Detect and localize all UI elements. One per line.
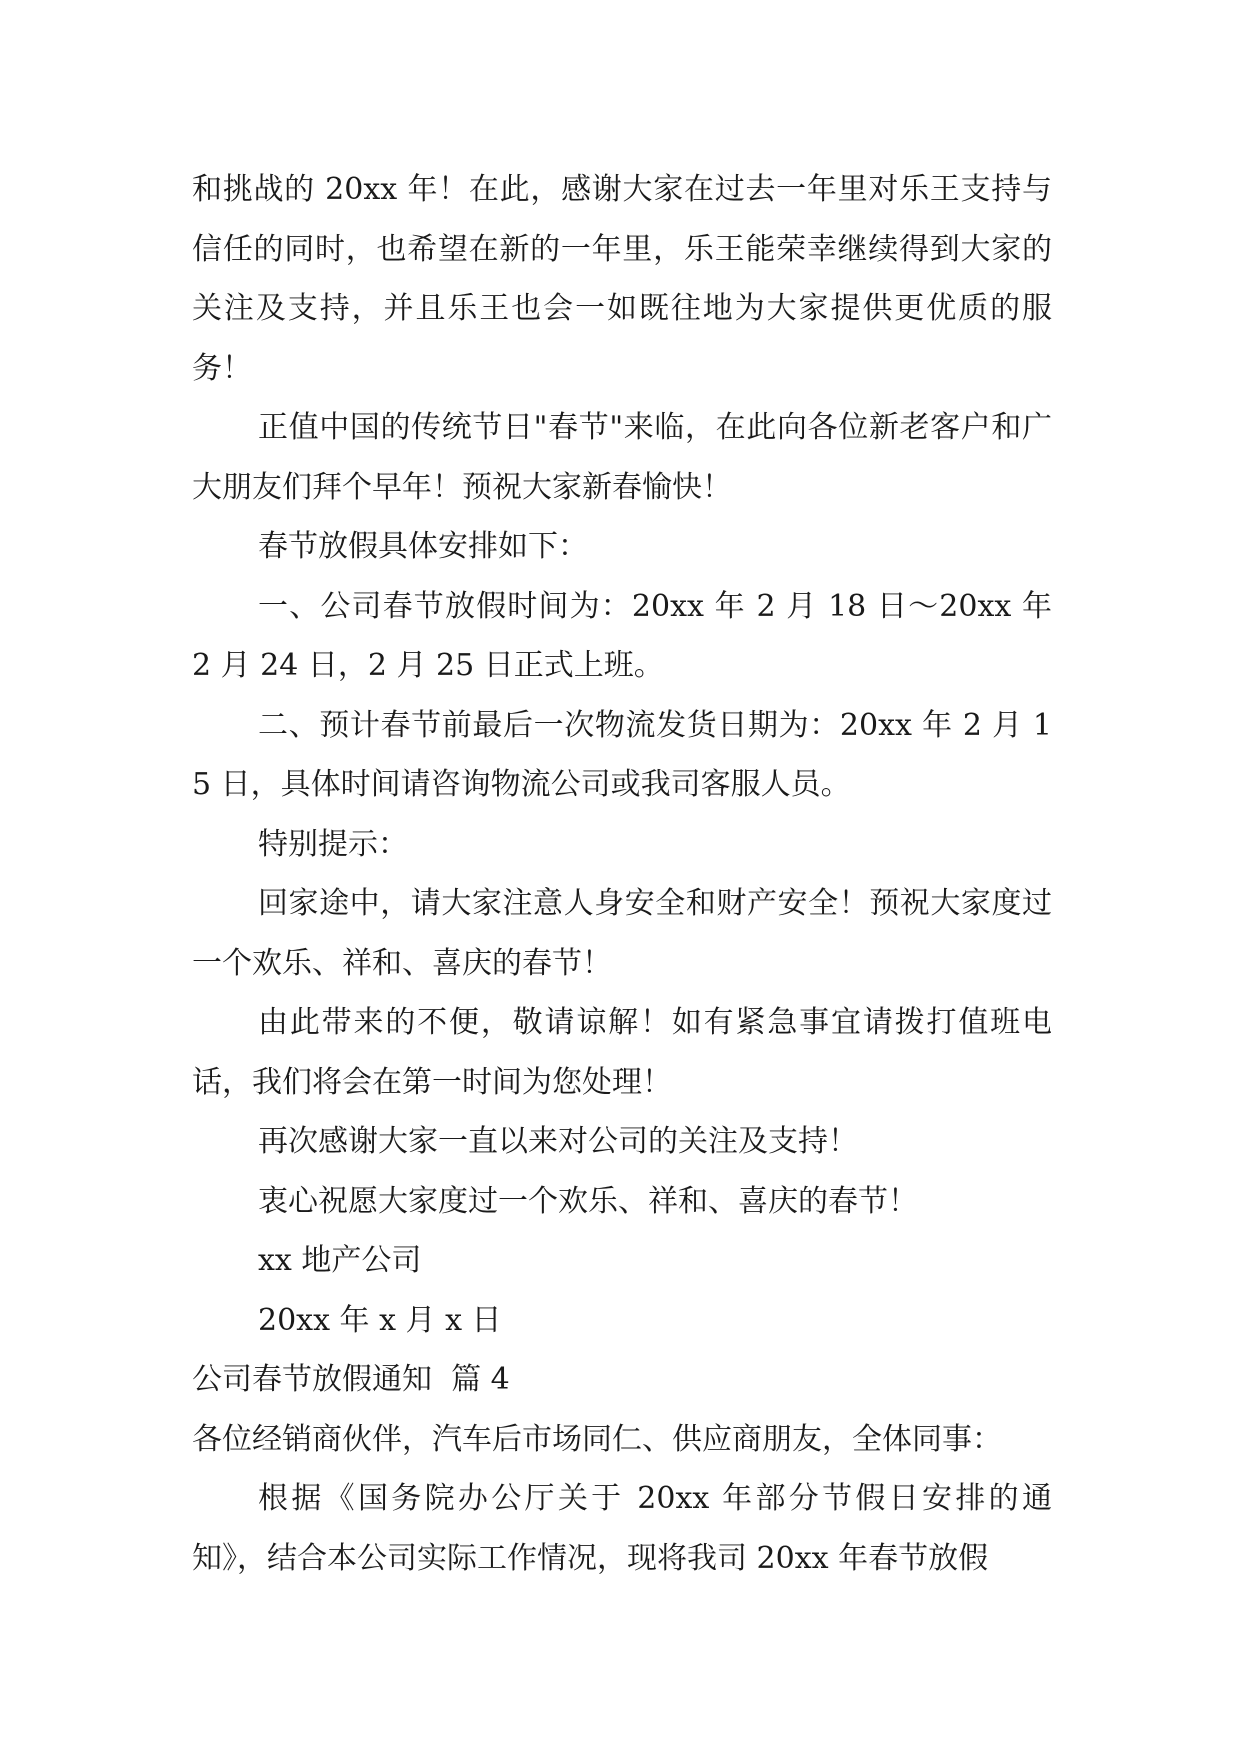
- salutation: 各位经销商伙伴，汽车后市场同仁、供应商朋友，全体同事：: [192, 1421, 1002, 1457]
- signature-date: 20xx 年 x 月 x 日: [258, 1302, 502, 1338]
- paragraph-new-year-greeting: 正值中国的传统节日"春节"来临，在此向各位新老客户和广大朋友们拜个早年！预祝大家新春愉快！: [192, 410, 1052, 505]
- paragraph-special-notice-heading: 特别提示：: [258, 826, 408, 862]
- paragraph-apology: 由此带来的不便，敬请谅解！如有紧急事宜请拨打值班电话，我们将会在第一时间为您处理！: [192, 1005, 1052, 1100]
- paragraph-holiday-dates: 一、公司春节放假时间为：20xx 年 2 月 18 日～20xx 年 2 月 24 日，2 月 25 日正式上班。: [192, 588, 1052, 683]
- paragraph-thanks-continued: 和挑战的 20xx 年！在此，感谢大家在过去一年里对乐王支持与信任的同时，也希望在新的一年里，乐王能荣幸继续得到大家的关注及支持，并且乐王也会一如既往地为大家提供更优质的服务！: [192, 172, 1052, 386]
- section-title: 公司春节放假通知 篇 4: [192, 1362, 510, 1397]
- paragraph-safety-notice: 回家途中，请大家注意人身安全和财产安全！预祝大家度过一个欢乐、祥和、喜庆的春节！: [192, 886, 1052, 981]
- paragraph-wishes: 衷心祝愿大家度过一个欢乐、祥和、喜庆的春节！: [258, 1183, 918, 1219]
- paragraph-thanks-again: 再次感谢大家一直以来对公司的关注及支持！: [258, 1124, 858, 1159]
- signature-company: xx 地产公司: [258, 1243, 422, 1278]
- paragraph-last-shipping: 二、预计春节前最后一次物流发货日期为：20xx 年 2 月 15 日，具体时间请咨询物流公司或我司客服人员。: [192, 707, 1052, 802]
- paragraph-policy-basis: 根据《国务院办公厅关于 20xx 年部分节假日安排的通知》，结合本公司实际工作情况，现将我司 20xx 年春节放假: [192, 1481, 1052, 1576]
- document-body: [192, 160, 1052, 1588]
- paragraph-schedule-intro: 春节放假具体安排如下：: [258, 529, 588, 564]
